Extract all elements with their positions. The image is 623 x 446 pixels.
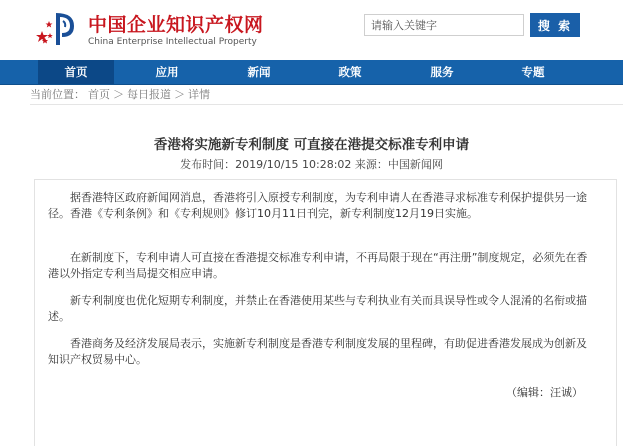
breadcrumb-separator: ＞ xyxy=(174,88,185,101)
site-title[interactable]: 中国企业知识产权网 xyxy=(88,14,264,36)
breadcrumb-prefix: 当前位置： xyxy=(30,88,85,101)
nav-item-topics[interactable]: 专题 xyxy=(521,65,545,79)
article-content xyxy=(34,179,617,446)
article-main xyxy=(30,104,623,446)
article-paragraph: 在新制度下，专利申请人可直接在香港提交标准专利申请，不再局限于现在“再注册”制度规定，必须先在香港以外指定专利当局提交相应申请。 xyxy=(48,251,588,280)
logo-emblem-icon[interactable] xyxy=(36,9,78,49)
search-input[interactable] xyxy=(364,14,524,36)
nav-item-news[interactable]: 新闻 xyxy=(247,65,271,79)
main-nav xyxy=(0,60,623,85)
nav-item-home[interactable]: 首页 xyxy=(38,60,114,84)
breadcrumb-home[interactable]: 首页 xyxy=(88,88,110,101)
breadcrumb xyxy=(30,86,623,104)
article-meta: 发布时间：2019/10/15 10:28:02 来源：中国新闻网 xyxy=(180,158,443,171)
site-subtitle: China Enterprise Intellectual Property xyxy=(88,37,257,47)
breadcrumb-daily-report[interactable]: 每日报道 xyxy=(127,88,171,101)
article-title: 香港将实施新专利制度 可直接在港提交标准专利申请 xyxy=(153,137,470,153)
nav-item-apps[interactable]: 应用 xyxy=(155,65,179,79)
breadcrumb-detail: 详情 xyxy=(188,88,210,101)
article-paragraph: 据香港特区政府新闻网消息，香港将引入原授专利制度，为专利申请人在香港寻求标准专利保护提供另一途径。香港《专利条例》和《专利规则》修订10月11日刊完，新专利制度12月19日实施。 xyxy=(48,191,587,220)
site-header xyxy=(0,0,623,58)
breadcrumb-separator: ＞ xyxy=(113,88,124,101)
article-editor: （编辑：汪诚） xyxy=(506,386,583,399)
article-paragraph: 新专利制度也优化短期专利制度，并禁止在香港使用某些与专利执业有关而具误导性或令人混淆的名衔或描述。 xyxy=(48,294,587,323)
nav-item-services[interactable]: 服务 xyxy=(430,65,454,79)
nav-item-policy[interactable]: 政策 xyxy=(338,65,362,79)
article-paragraph: 香港商务及经济发展局表示，实施新专利制度是香港专利制度发展的里程碑，有助促进香港发展成为创新及知识产权贸易中心。 xyxy=(48,337,587,366)
search-button[interactable]: 搜 索 xyxy=(530,13,580,37)
